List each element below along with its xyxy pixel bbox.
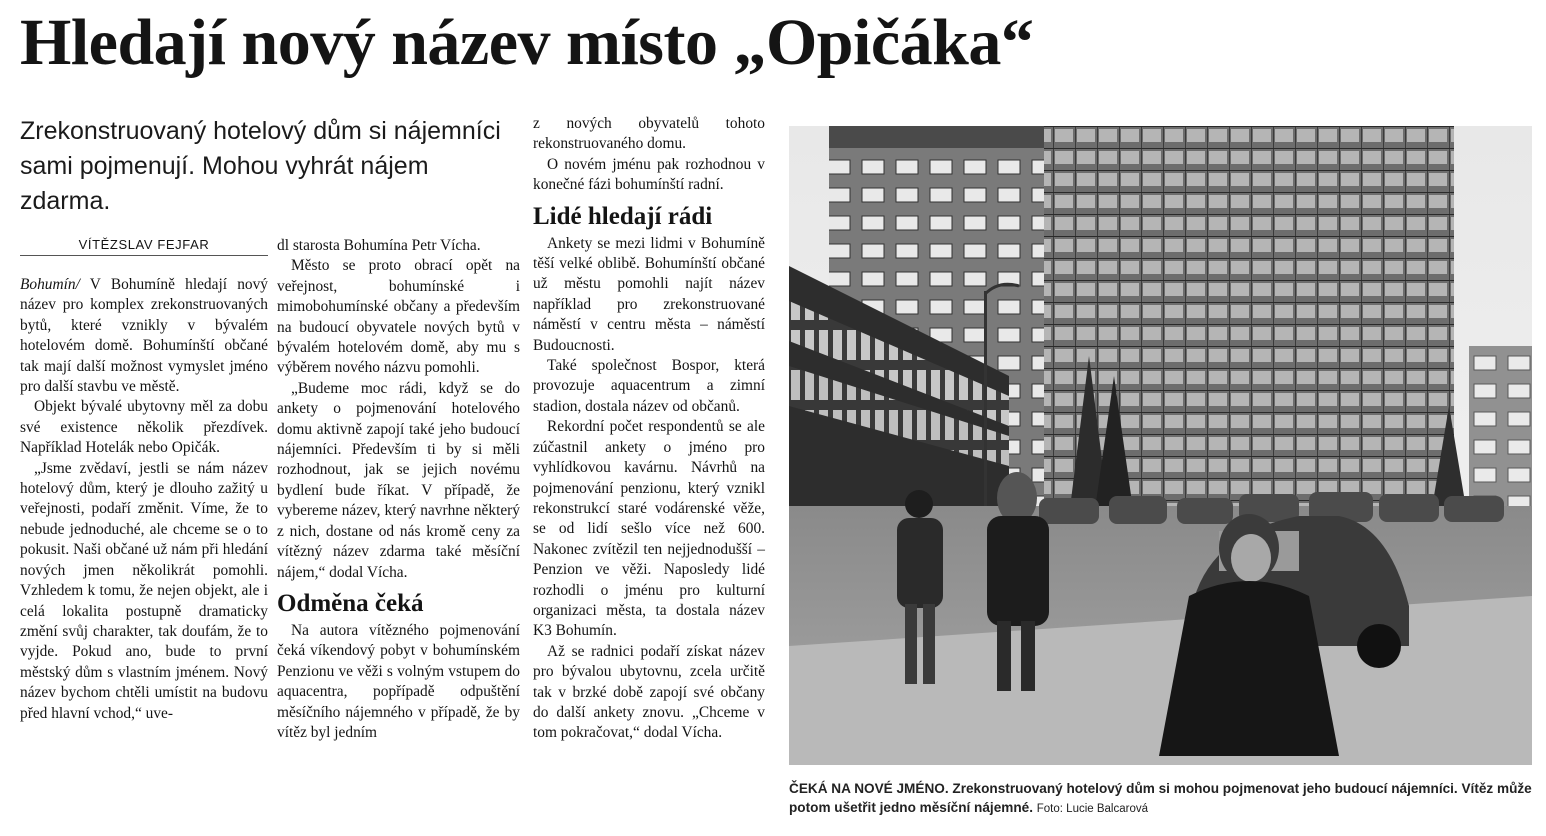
paragraph: dl starosta Bohumína Petr Vícha. — [277, 237, 481, 254]
headline: Hledají nový název místo „Opičáka“ — [20, 6, 1034, 79]
paragraph: Objekt bývalé ubytovny měl za dobu své existence několik přezdívek. Například Hotelák nebo Opičák. — [20, 398, 268, 457]
distant-building — [1469, 346, 1532, 516]
paragraph: „Budeme moc rádi, když se do ankety o pojmenování hotelového domu aktivně zapojí také jeho budoucí nájemníci. Především ti by si měli rozhodnout, jak se jejich novému bydlení bude říkat. V případě, že vybereme název, který navrhne některý z nich, dostane od nás kromě ceny za vítězný název zdarma také měsíční nájem,“ dodal Vícha. — [277, 379, 520, 581]
section-heading: Odměna čeká — [277, 589, 424, 617]
paragraph: Také společnost Bospor, která provozuje aquacentrum a zimní stadion, dostala název od občanů. — [533, 357, 765, 415]
paragraph: Rekordní počet respondentů se ale zúčastnil ankety o jméno pro vyhlídkovou kavárnu. Návrhů na pojmenování penzionu, který vznikl rekonstrukcí staré vodárenské věže, se od lidí sešlo více než 600. Nakonec zvítězil ten nejjednodušší – Penzion ve věži. Naposledy lidé rozhodli o jménu pro kulturní organizaci města, ta dostala název K3 Bohumín. — [533, 418, 765, 640]
article-column-2 — [277, 236, 520, 743]
dateline: Bohumín/ — [20, 276, 80, 293]
paragraph — [20, 275, 268, 397]
paragraph: Město se proto obrací opět na veřejnost, bohumínské i mimobohumínské občany a především na budoucí obyvatele nových bytů v bývalém hotelovém domě, aby mu s výběrem nového názvu pomohli. — [277, 257, 520, 377]
byline: VÍTĚZSLAV FEJFAR — [20, 237, 268, 256]
article-photo — [789, 126, 1532, 765]
paragraph: Až se radnici podaří získat název pro bývalou ubytovnu, zcela určitě tak v brzké době zapojí své občany do další ankety znovu. „Chceme v tom pokračovat,“ dodal Vícha. — [533, 642, 765, 742]
paragraph: „Jsme zvědaví, jestli se nám název hotelový dům, který je dlouho zažitý u veřejnosti, podaří změnit. Víme, že to nebude jednoduché, ale chceme se o to pokusit. Naši občané už nám při hledání nových jmen několikrát pomohli. Vzhledem k tomu, že nejen objekt, ale i celá lokalita postupně dramaticky změní svůj charakter, tak doufám, že to vyjde. Pokud ano, bude to první městský dům s vlastním jménem. Nový název bychom chtěli umístit na budovu před hlavní vchod,“ uve- — [20, 459, 268, 722]
subheadline: Zrekonstruovaný hotelový dům si nájemníci sami pojmenují. Mohou vyhrát nájem zdarma. — [20, 117, 501, 215]
paragraph: z nových obyvatelů tohoto rekonstruovaného domu. — [533, 115, 765, 153]
article-column-3 — [533, 114, 765, 744]
article-column-1 — [20, 275, 268, 724]
section-heading: Lidé hledají rádi — [533, 202, 713, 230]
photo-caption — [789, 779, 1532, 819]
caption-kicker: ČEKÁ NA NOVÉ JMÉNO. — [789, 781, 949, 796]
paragraph: Ankety se mezi lidmi v Bohumíně těší velké oblibě. Bohumínští občané už městu pomohli najít název například pro zrekonstruované náměstí v centru města – náměstí Budoucnosti. — [533, 234, 765, 354]
photo-illustration — [789, 126, 1532, 765]
paragraph: Na autora vítězného pojmenování čeká víkendový pobyt v bohumínském Penzionu ve věži s volným vstupem do aquacentra, popřípadě odpuštění měsíčního nájemného v případě, že by vítěz byl jedním — [277, 621, 520, 741]
photo-credit: Foto: Lucie Balcarová — [1036, 803, 1148, 815]
caption-text: Zrekonstruovaný hotelový dům si mohou pojmenovat jeho budoucí nájemníci. Vítěz může potom ušetřit jedno měsíční nájemné. — [789, 781, 1532, 815]
paragraph: O novém jménu pak rozhodnou v konečné fázi bohumínští radní. — [533, 155, 765, 194]
paragraph-text: V Bohumíně hledají nový název pro komplex zrekonstruovaných bytů, které vznikly v bývalém hotelovém domě. Bohumínští občané tak mají další možnost vymyslet jméno pro další stavbu ve městě. — [20, 276, 268, 396]
